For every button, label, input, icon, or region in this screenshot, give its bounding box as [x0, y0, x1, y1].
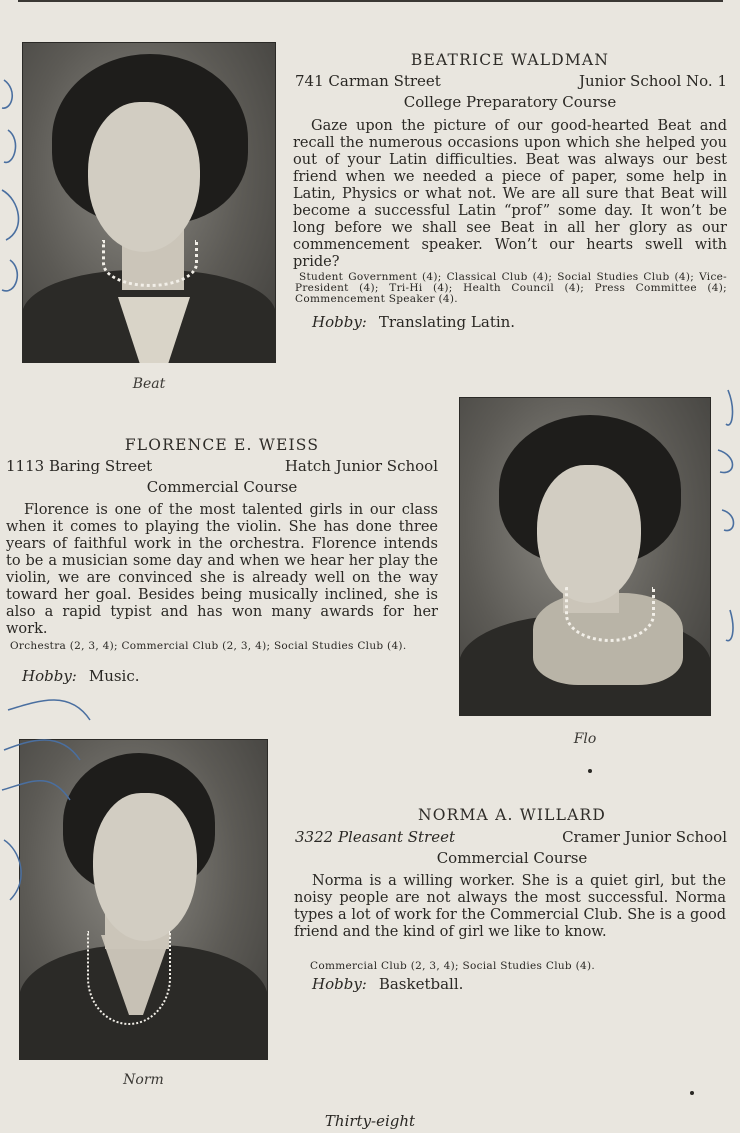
- course-beatrice: College Preparatory Course: [403, 93, 617, 111]
- address-line-norma: [295, 828, 727, 846]
- hobby-value: Basketball.: [378, 975, 464, 993]
- student-name-florence: FLORENCE E. WEISS: [124, 436, 320, 454]
- caption-beat: Beat: [132, 376, 166, 392]
- photo-beatrice-waldman: [22, 42, 276, 363]
- activities-florence: Orchestra (2, 3, 4); Commercial Club (2, 3, 4); Social Studies Club (4).: [10, 640, 407, 652]
- hobby-label: Hobby:: [22, 667, 77, 685]
- hobby-label: Hobby:: [312, 313, 367, 331]
- activities-beatrice: Student Government (4); Classical Club (4); Social Studies Club (4); Vice-President (4); Tri-Hi (4); Health Council (4); Press Committee (4); Commencement Speaker (4).: [295, 271, 727, 305]
- activities-norma: Commercial Club (2, 3, 4); Social Studies Club (4).: [310, 960, 595, 972]
- street-address: 3322 Pleasant Street: [295, 828, 456, 846]
- address-line-florence: [6, 457, 438, 475]
- photo-florence-weiss: [459, 397, 711, 716]
- bio-norma: Norma is a willing worker. She is a quiet girl, but the noisy people are not always the most successful. Norma types a lot of work for the Commercial Club. She is a good friend and the kind of girl we like to know.: [294, 873, 726, 940]
- course-norma: Commercial Course: [436, 849, 588, 867]
- top-rule: [18, 0, 723, 2]
- hobby-line-norma: [312, 975, 463, 993]
- bio-beatrice: Gaze upon the picture of our good-hearted Beat and recall the numerous occasions upon which she helped you out of your Latin difficulties. Beat was always our best friend when we needed a piece of paper, some help in Latin, Physics or what not. We are all sure that Beat will become a successful Latin “prof” some day. It won’t be long before we shall see Beat in all her glory as our commencement speaker. Won’t our hearts swell with pride?: [293, 118, 727, 270]
- address-line-beatrice: [295, 72, 727, 90]
- hobby-line-florence: [22, 667, 140, 685]
- junior-school: Cramer Junior School: [562, 828, 727, 846]
- junior-school: Hatch Junior School: [284, 457, 438, 475]
- page-number: Thirty-eight: [324, 1112, 416, 1130]
- street-address: 1113 Baring Street: [6, 457, 153, 475]
- ink-dot: [588, 769, 592, 773]
- student-name-beatrice: BEATRICE WALDMAN: [410, 51, 610, 69]
- bio-florence: Florence is one of the most talented girls in our class when it comes to playing the violin. She has done three years of faithful work in the orchestra. Florence intends to be a musician some day and when we hear her play the violin, we are convinced she is already well on the way toward her goal. Besides being musically inclined, she is also a rapid typist and has won many awards for her work.: [6, 502, 438, 637]
- junior-school: Junior School No. 1: [578, 72, 727, 90]
- ink-dot: [690, 1091, 694, 1095]
- caption-flo: Flo: [573, 731, 597, 747]
- street-address: 741 Carman Street: [295, 72, 441, 90]
- student-name-norma: NORMA A. WILLARD: [417, 806, 607, 824]
- margin-ink-right: [712, 380, 740, 660]
- hobby-label: Hobby:: [312, 975, 367, 993]
- photo-norma-willard: [19, 739, 268, 1060]
- hobby-line-beatrice: [312, 313, 515, 331]
- hobby-value: Translating Latin.: [378, 313, 516, 331]
- hobby-value: Music.: [88, 667, 140, 685]
- course-florence: Commercial Course: [146, 478, 298, 496]
- caption-norm: Norm: [123, 1072, 164, 1088]
